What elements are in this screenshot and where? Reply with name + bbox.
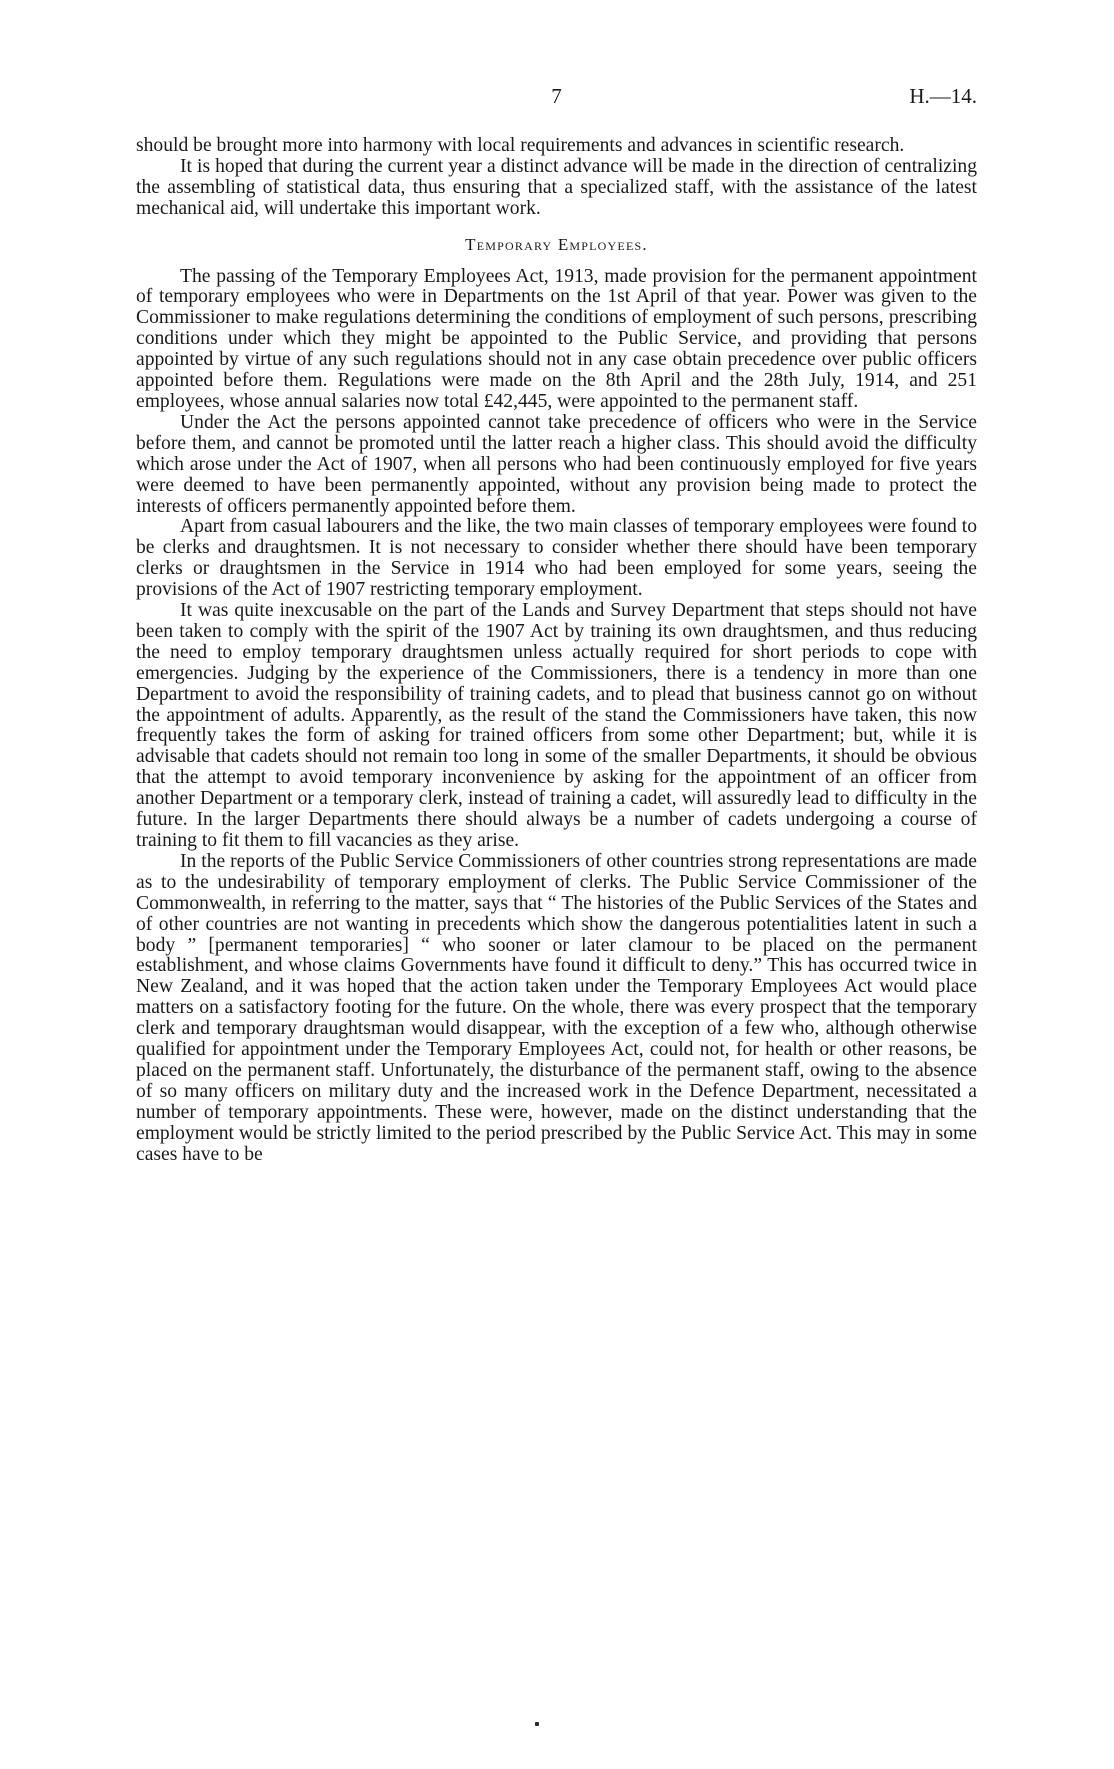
paper-reference: H.—14.	[909, 84, 977, 108]
paragraph-precedence: Under the Act the persons appointed cannot take precedence of officers who were in the Service before them, and cannot be promoted until the latter reach a higher class. This should avoid the difficulty which arose under the Act of 1907, when all persons who had been continuously employed for five years were deemed to have been permanently appointed, without any provision being made to protect the interests of officers permanently appointed before them.	[136, 411, 977, 517]
section-heading: Temporary Employees.	[465, 234, 648, 254]
paragraph-main-classes: Apart from casual labourers and the like, the two main classes of temporary employees were found to be clerks and draughtsmen. It is not necessary to consider whether there should have been temporary clerks or draughtsmen in the Service in 1914 who had been employed for some years, seeing the provisions of the Act of 1907 restricting temporary employment.	[136, 516, 977, 601]
paragraph-centralizing: It is hoped that during the current year a distinct advance will be made in the direction of centralizing the assembling of statistical data, thus ensuring that a specialized staff, with the assistance of the latest mechanical aid, will undertake this important work.	[136, 155, 977, 219]
page-number: 7	[551, 84, 562, 108]
body-text	[136, 136, 977, 1166]
page-header	[136, 84, 977, 114]
paragraph-other-countries: In the reports of the Public Service Commissioners of other countries strong representations are made as to the undesirability of temporary employment of clerks. The Public Service Commissioner of the Commonwealth, in referring to the matter, says that “ The histories of the Public Services of the States and of other countries are not wanting in precedents which show the dangerous potentialities latent in such a body ” [permanent temporaries] “ who sooner or later clamour to be placed on the permanent establishment, and whose claims Governments have found it difficult to deny.” This has occurred twice in New Zealand, and it was hoped that the action taken under the Temporary Employees Act would place matters on a satisfactory footing for the future. On the whole, there was every prospect that the temporary clerk and temporary draughtsman would disappear, with the exception of a few who, although otherwise qualified for appointment under the Temporary Employees Act, could not, for health or other reasons, be placed on the permanent staff. Unfortunately, the disturbance of the permanent staff, owing to the absence of so many officers on military duty and the increased work in the Defence Department, necessitated a number of temporary appointments. These were, however, made on the distinct understanding that the employment would be strictly limited to the period prescribed by the Public Service Act. This may in some cases have to be	[136, 850, 977, 1165]
paragraph-lands-survey: It was quite inexcusable on the part of the Lands and Survey Department that steps should not have been taken to comply with the spirit of the 1907 Act by training its own draughtsmen, and thus reducing the need to employ temporary draughtsmen unless actually required for short periods to cope with emergencies. Judging by the experience of the Commissioners, there is a tendency in more than one Department to avoid the responsibility of training cadets, and to plead that business cannot go on without the appointment of adults. Apparently, as the result of the stand the Commissioners have taken, this now frequently takes the form of asking for trained officers from some other Department; but, while it is advisable that cadets should not remain too long in some of the smaller Departments, it should be obvious that the attempt to avoid temporary inconvenience by asking for the appointment of an officer from another Department or a temporary clerk, instead of training a cadet, will assuredly lead to difficulty in the future. In the larger Departments there should always be a number of cadets undergoing a course of training to fit them to fill vacancies as they arise.	[136, 600, 977, 851]
paragraph-employees-act: The passing of the Temporary Employees Act, 1913, made provision for the permanent appointment of temporary employees who were in Departments on the 1st April of that year. Power was given to the Commissioner to make regulations determining the conditions of employment of such persons, prescribing conditions under which they might be appointed to the Public Service, and providing that persons appointed by virtue of any such regulations should not in any case obtain precedence over public officers appointed before them. Regulations were made on the 8th April and the 28th July, 1914, and 251 employees, whose annual salaries now total £42,445, were appointed to the permanent staff.	[136, 265, 977, 412]
footer-mark	[535, 1722, 539, 1726]
paragraph-continuation: should be brought more into harmony with local requirements and advances in scientific research.	[136, 135, 905, 156]
